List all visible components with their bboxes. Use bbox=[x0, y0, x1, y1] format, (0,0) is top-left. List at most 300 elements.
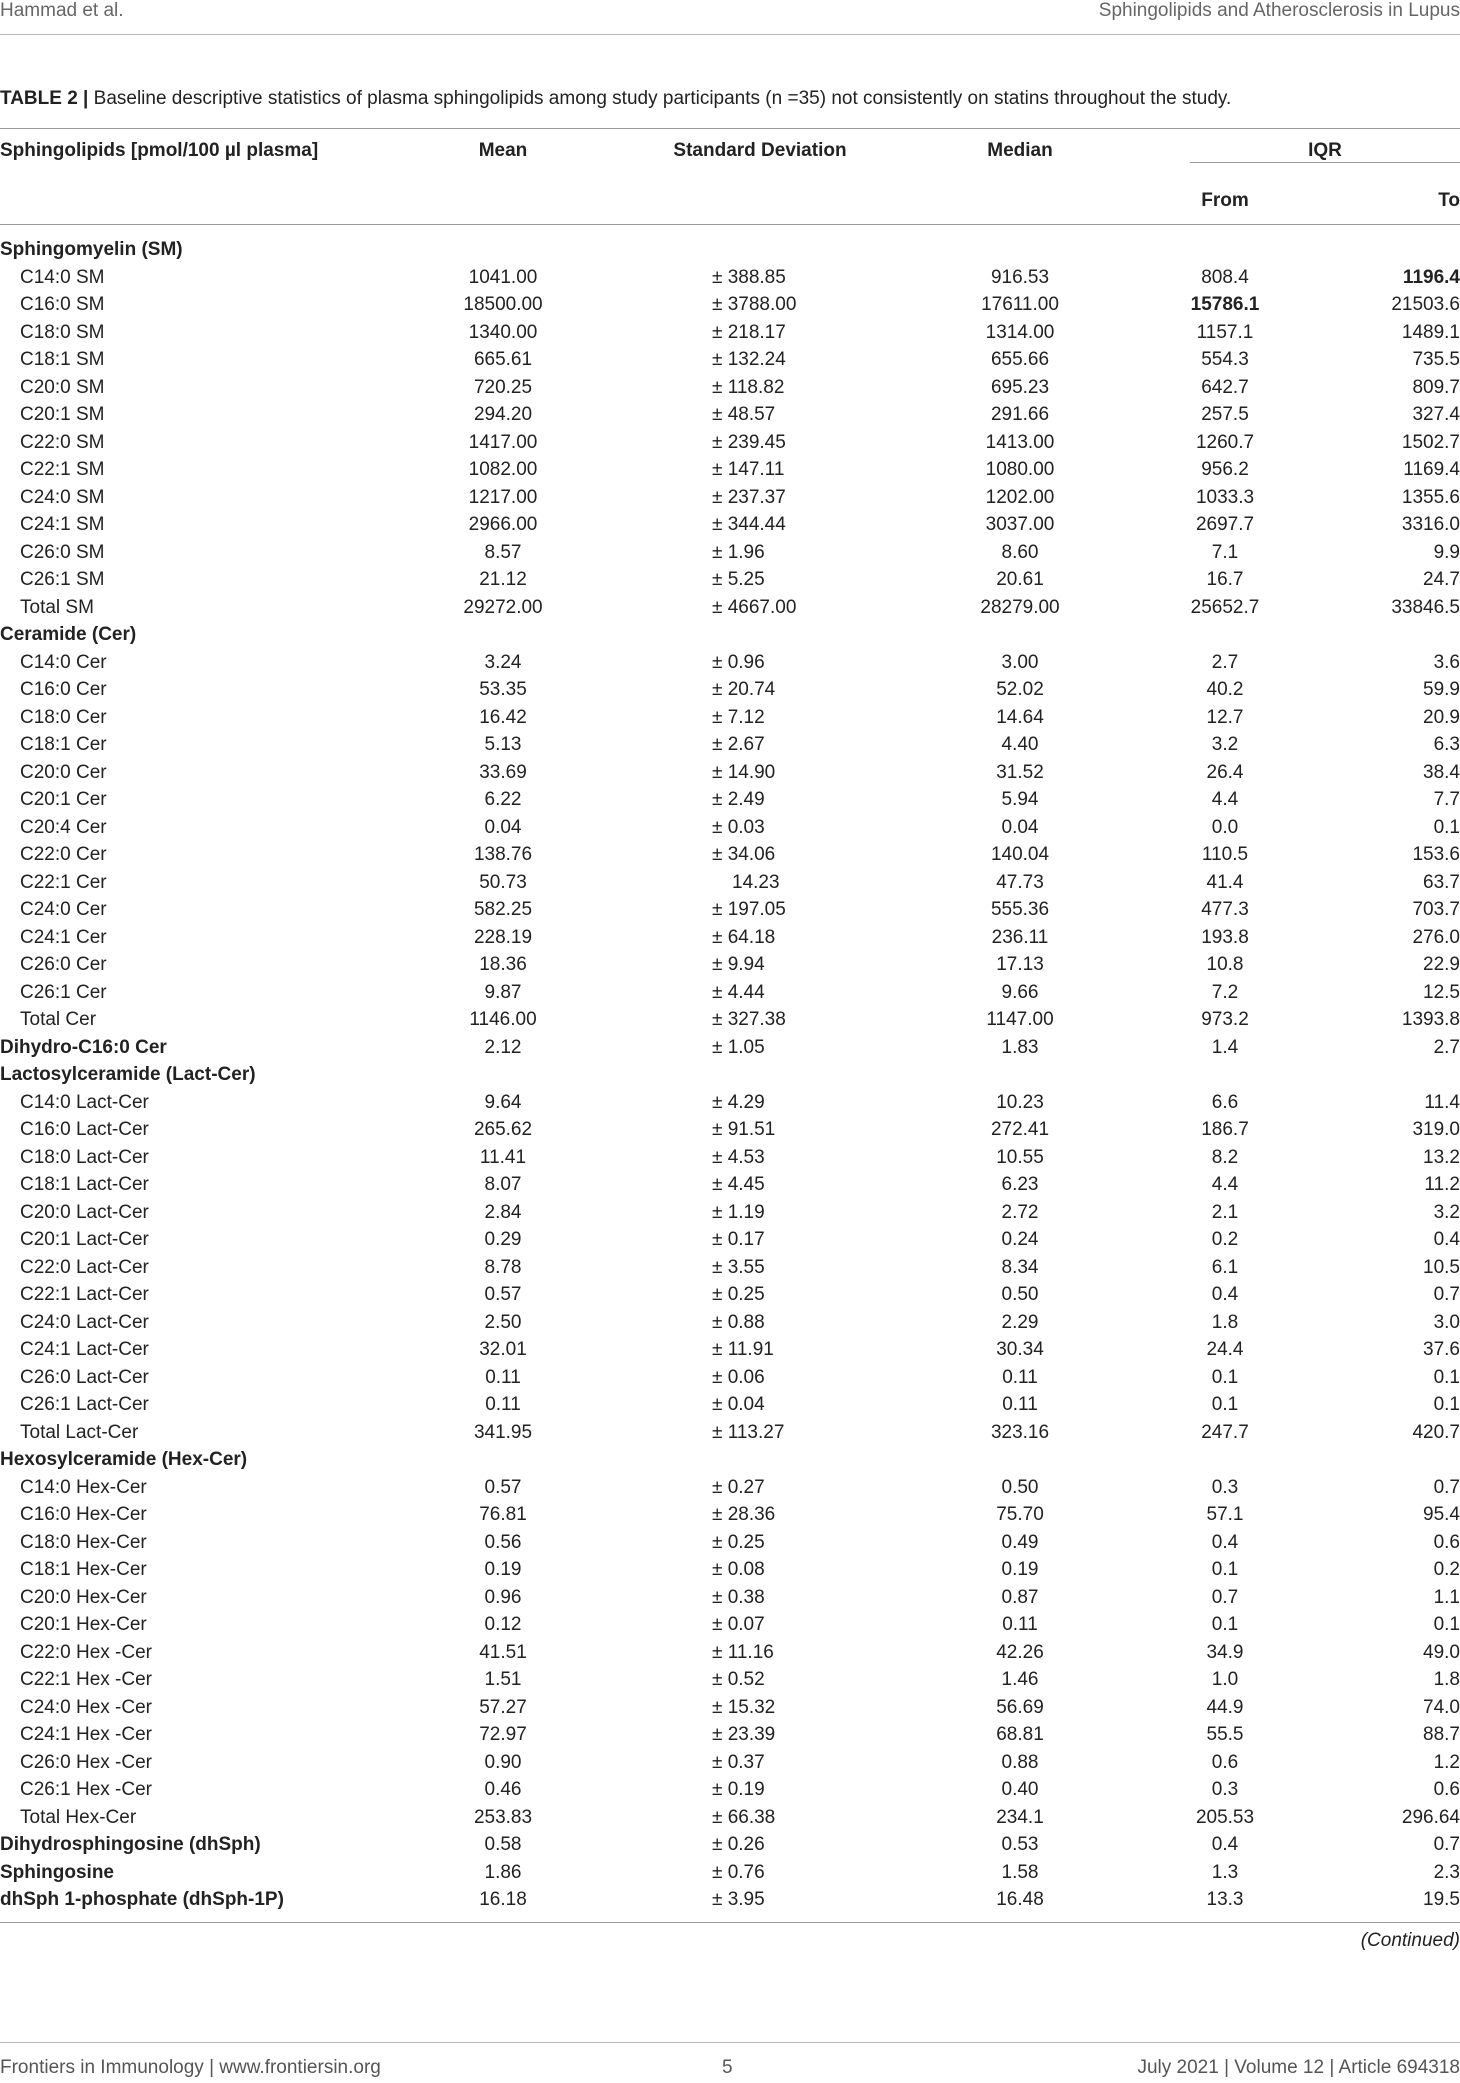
cell-name: C22:0 Cer bbox=[20, 844, 107, 865]
cell-iqr-to: 3.6 bbox=[1433, 651, 1460, 673]
cell-median: 272.41 bbox=[990, 1119, 1050, 1140]
cell-iqr-from: 477.3 bbox=[1201, 899, 1249, 920]
cell-mean: 8.07 bbox=[484, 1174, 522, 1195]
table-row bbox=[0, 264, 1460, 292]
cell-mean: 8.57 bbox=[484, 541, 522, 563]
cell-sd: ± 48.57 bbox=[712, 404, 776, 425]
cell-mean: 0.90 bbox=[484, 1751, 522, 1773]
cell-iqr-from: 4.4 bbox=[1211, 789, 1239, 810]
cell-iqr-to: 0.7 bbox=[1433, 1284, 1460, 1305]
cell-median: 1314.00 bbox=[985, 321, 1055, 343]
cell-iqr-from: 1.0 bbox=[1211, 1669, 1239, 1690]
cell-median: 1.83 bbox=[1001, 1036, 1039, 1058]
cell-iqr-from: 0.4 bbox=[1211, 1531, 1239, 1553]
cell-mean: 0.57 bbox=[484, 1476, 522, 1498]
cell-iqr-to: 3.2 bbox=[1433, 1201, 1460, 1223]
cell-iqr-from: 0.0 bbox=[1211, 816, 1239, 838]
cell-sd: ± 23.39 bbox=[712, 1724, 776, 1745]
col-header-to: To bbox=[1438, 190, 1460, 211]
cell-name: C18:1 Hex-Cer bbox=[20, 1559, 147, 1580]
cell-median: 1202.00 bbox=[985, 486, 1055, 508]
cell-name: C22:1 Lact-Cer bbox=[20, 1284, 149, 1305]
cell-sd: ± 118.82 bbox=[712, 376, 785, 398]
cell-name: C18:1 Cer bbox=[20, 734, 107, 755]
cell-sd: ± 14.90 bbox=[712, 761, 776, 783]
cell-iqr-to: 95.4 bbox=[1423, 1504, 1460, 1525]
table-group-header bbox=[0, 1446, 1460, 1474]
cell-iqr-to: 420.7 bbox=[1412, 1421, 1460, 1443]
cell-iqr-to: 10.5 bbox=[1423, 1256, 1460, 1278]
cell-mean: 0.96 bbox=[484, 1586, 522, 1608]
table-row bbox=[0, 1034, 1460, 1062]
cell-sd: ± 237.37 bbox=[712, 486, 786, 508]
cell-iqr-from: 25652.7 bbox=[1190, 596, 1260, 618]
cell-mean: 582.25 bbox=[473, 899, 533, 920]
cell-median: 655.66 bbox=[990, 349, 1050, 370]
cell-name: C14:0 SM bbox=[20, 266, 105, 288]
cell-iqr-to: 1.2 bbox=[1433, 1751, 1460, 1773]
cell-name: C14:0 Cer bbox=[20, 651, 107, 673]
cell-mean: 21.12 bbox=[479, 569, 527, 590]
cell-sd: ± 0.25 bbox=[712, 1284, 765, 1305]
cell-iqr-to: 1355.6 bbox=[1401, 486, 1460, 508]
page-footer bbox=[0, 2042, 1460, 2083]
table-row bbox=[0, 1006, 1460, 1034]
cell-iqr-from: 15786.1 bbox=[1190, 294, 1260, 315]
table-row bbox=[0, 1529, 1460, 1557]
cell-iqr-from: 0.3 bbox=[1211, 1779, 1239, 1800]
cell-sd: ± 0.27 bbox=[712, 1476, 765, 1498]
cell-iqr-to: 2.3 bbox=[1433, 1861, 1460, 1883]
footer-issue-info: July 2021 | Volume 12 | Article 694318 bbox=[1137, 2057, 1460, 2078]
cell-mean: 2.12 bbox=[484, 1036, 522, 1058]
cell-iqr-from: 26.4 bbox=[1206, 761, 1244, 783]
cell-iqr-to: 38.4 bbox=[1423, 761, 1460, 783]
table-row bbox=[0, 1721, 1460, 1749]
cell-sd: ± 0.76 bbox=[712, 1861, 765, 1883]
cell-median: 52.02 bbox=[996, 679, 1044, 700]
cell-mean: 16.42 bbox=[479, 706, 527, 728]
cell-iqr-from: 3.2 bbox=[1211, 734, 1239, 755]
cell-iqr-to: 0.6 bbox=[1433, 1779, 1460, 1800]
cell-mean: 0.11 bbox=[485, 1366, 521, 1388]
cell-median: 140.04 bbox=[990, 844, 1050, 865]
table-row bbox=[0, 731, 1460, 759]
cell-name: C20:1 Cer bbox=[20, 789, 107, 810]
table-row bbox=[0, 566, 1460, 594]
cell-iqr-from: 973.2 bbox=[1201, 1009, 1249, 1030]
table-row bbox=[0, 1831, 1460, 1859]
col-header-median: Median bbox=[987, 140, 1053, 161]
cell-iqr-from: 257.5 bbox=[1201, 404, 1249, 425]
table-row bbox=[0, 814, 1460, 842]
cell-median: 0.11 bbox=[1002, 1394, 1038, 1415]
cell-sd: ± 66.38 bbox=[712, 1806, 776, 1828]
cell-name: Total SM bbox=[20, 596, 94, 618]
table-row bbox=[0, 539, 1460, 567]
cell-median: 555.36 bbox=[990, 899, 1050, 920]
cell-name: C22:0 Hex -Cer bbox=[20, 1641, 152, 1663]
cell-sd: ± 5.25 bbox=[712, 569, 765, 590]
col-header-from: From bbox=[1201, 190, 1249, 211]
cell-mean: 18500.00 bbox=[463, 294, 543, 315]
cell-iqr-to: 327.4 bbox=[1412, 404, 1460, 425]
cell-iqr-to: 21503.6 bbox=[1391, 294, 1460, 315]
cell-name: dhSph 1-phosphate (dhSph-1P) bbox=[0, 1889, 284, 1910]
cell-iqr-from: 554.3 bbox=[1201, 349, 1249, 370]
cell-median: 56.69 bbox=[996, 1696, 1044, 1718]
table-row bbox=[0, 649, 1460, 677]
table-body bbox=[0, 236, 1460, 1914]
table-row bbox=[0, 484, 1460, 512]
cell-iqr-from: 0.1 bbox=[1211, 1559, 1239, 1580]
cell-sd: ± 4.53 bbox=[712, 1146, 765, 1168]
table-row bbox=[0, 1611, 1460, 1639]
table-row bbox=[0, 1116, 1460, 1144]
cell-sd: ± 64.18 bbox=[712, 926, 776, 948]
cell-sd: ± 239.45 bbox=[712, 431, 786, 453]
table-row bbox=[0, 1776, 1460, 1804]
running-header bbox=[0, 0, 1460, 35]
cell-name: C26:1 Cer bbox=[20, 981, 107, 1003]
table-row bbox=[0, 841, 1460, 869]
cell-sd: ± 132.24 bbox=[712, 349, 786, 370]
cell-iqr-to: 24.7 bbox=[1423, 569, 1460, 590]
cell-mean: 228.19 bbox=[473, 926, 533, 948]
cell-name: C26:0 SM bbox=[20, 541, 105, 563]
col-header-mean: Mean bbox=[478, 140, 528, 161]
cell-mean: 53.35 bbox=[479, 679, 527, 700]
cell-mean: 0.58 bbox=[484, 1834, 522, 1855]
table-row bbox=[0, 786, 1460, 814]
cell-iqr-to: 22.9 bbox=[1423, 954, 1460, 975]
cell-iqr-from: 8.2 bbox=[1211, 1146, 1239, 1168]
cell-iqr-to: 7.7 bbox=[1433, 789, 1460, 810]
table-row bbox=[0, 1859, 1460, 1887]
cell-name: C16:0 Lact-Cer bbox=[20, 1119, 149, 1140]
cell-iqr-from: 205.53 bbox=[1195, 1806, 1255, 1828]
table-row bbox=[0, 1226, 1460, 1254]
cell-name: C24:1 Cer bbox=[20, 926, 107, 948]
cell-iqr-to: 12.5 bbox=[1423, 981, 1460, 1003]
cell-sd: ± 0.03 bbox=[712, 816, 765, 838]
cell-mean: 33.69 bbox=[479, 761, 527, 783]
cell-iqr-from: 0.4 bbox=[1211, 1834, 1239, 1855]
table-row bbox=[0, 1639, 1460, 1667]
cell-sd: ± 0.17 bbox=[712, 1229, 765, 1250]
continued-note: (Continued) bbox=[1360, 1930, 1460, 1951]
cell-median: 695.23 bbox=[990, 376, 1050, 398]
cell-sd: ± 1.19 bbox=[712, 1201, 765, 1223]
cell-median: 291.66 bbox=[990, 404, 1050, 425]
cell-iqr-to: 0.7 bbox=[1433, 1834, 1460, 1855]
cell-iqr-to: 809.7 bbox=[1412, 376, 1460, 398]
table-row bbox=[0, 1336, 1460, 1364]
cell-mean: 41.51 bbox=[479, 1641, 527, 1663]
cell-iqr-from: 57.1 bbox=[1206, 1504, 1244, 1525]
cell-name: C18:0 SM bbox=[20, 321, 105, 343]
cell-sd: ± 218.17 bbox=[712, 321, 786, 343]
cell-median: 1.46 bbox=[1001, 1669, 1039, 1690]
cell-sd: ± 34.06 bbox=[712, 844, 776, 865]
cell-sd: 14.23 bbox=[732, 871, 780, 893]
table-row bbox=[0, 346, 1460, 374]
cell-median: 0.49 bbox=[1001, 1531, 1039, 1553]
cell-name: C14:0 Lact-Cer bbox=[20, 1091, 149, 1113]
cell-sd: ± 15.32 bbox=[712, 1696, 776, 1718]
table-label: TABLE 2 | bbox=[0, 88, 89, 109]
cell-mean: 72.97 bbox=[479, 1724, 527, 1745]
cell-median: 2.72 bbox=[1001, 1201, 1039, 1223]
cell-iqr-to: 1.1 bbox=[1433, 1586, 1460, 1608]
cell-name: C20:0 Cer bbox=[20, 761, 107, 783]
cell-sd: ± 0.38 bbox=[712, 1586, 765, 1608]
table-row bbox=[0, 1281, 1460, 1309]
cell-name: Dihydro-C16:0 Cer bbox=[0, 1036, 167, 1058]
cell-median: 0.40 bbox=[1001, 1779, 1039, 1800]
cell-iqr-to: 153.6 bbox=[1412, 844, 1460, 865]
cell-iqr-from: 1.4 bbox=[1211, 1036, 1239, 1058]
cell-median: 0.11 bbox=[1002, 1614, 1038, 1635]
cell-sd: ± 0.52 bbox=[712, 1669, 765, 1690]
cell-sd: ± 0.88 bbox=[712, 1311, 765, 1333]
table-row bbox=[0, 1199, 1460, 1227]
cell-sd: ± 388.85 bbox=[712, 266, 786, 288]
cell-iqr-to: 3.0 bbox=[1433, 1311, 1460, 1333]
cell-sd: ± 11.91 bbox=[712, 1339, 774, 1360]
cell-iqr-from: 956.2 bbox=[1201, 459, 1249, 480]
cell-sd: ± 3.55 bbox=[712, 1256, 765, 1278]
author-running-head: Hammad et al. bbox=[0, 0, 124, 21]
cell-name: C26:1 Hex -Cer bbox=[20, 1779, 152, 1800]
cell-mean: 0.56 bbox=[484, 1531, 522, 1553]
cell-median: 9.66 bbox=[1001, 981, 1039, 1003]
cell-median: 2.29 bbox=[1001, 1311, 1039, 1333]
table-row bbox=[0, 291, 1460, 319]
cell-sd: ± 4.44 bbox=[712, 981, 765, 1003]
cell-median: 42.26 bbox=[996, 1641, 1044, 1663]
cell-iqr-from: 186.7 bbox=[1201, 1119, 1249, 1140]
table-row bbox=[0, 319, 1460, 347]
cell-name: C26:0 Lact-Cer bbox=[20, 1366, 149, 1388]
cell-mean: 6.22 bbox=[484, 789, 522, 810]
table-row bbox=[0, 1749, 1460, 1777]
table-row bbox=[0, 374, 1460, 402]
table-group-header bbox=[0, 621, 1460, 649]
cell-iqr-to: 2.7 bbox=[1433, 1036, 1460, 1058]
cell-iqr-to: 1393.8 bbox=[1401, 1009, 1460, 1030]
cell-median: 0.88 bbox=[1001, 1751, 1039, 1773]
cell-iqr-to: 319.0 bbox=[1412, 1119, 1460, 1140]
cell-name: C20:4 Cer bbox=[20, 816, 107, 838]
table-row bbox=[0, 1474, 1460, 1502]
table-row bbox=[0, 1556, 1460, 1584]
cell-iqr-from: 193.8 bbox=[1201, 926, 1249, 948]
cell-sd: ± 0.37 bbox=[712, 1751, 765, 1773]
cell-median: 0.11 bbox=[1002, 1366, 1038, 1388]
cell-iqr-to: 11.4 bbox=[1424, 1091, 1460, 1113]
cell-name: Total Hex-Cer bbox=[20, 1806, 137, 1828]
table-row bbox=[0, 1419, 1460, 1447]
cell-mean: 57.27 bbox=[479, 1696, 527, 1718]
cell-iqr-to: 3316.0 bbox=[1401, 514, 1460, 535]
cell-name: C18:0 Cer bbox=[20, 706, 107, 728]
cell-name: C24:0 SM bbox=[20, 486, 105, 508]
cell-mean: 0.29 bbox=[484, 1229, 522, 1250]
cell-median: 10.55 bbox=[996, 1146, 1044, 1168]
cell-iqr-to: 1489.1 bbox=[1401, 321, 1460, 343]
cell-sd: ± 1.05 bbox=[712, 1036, 765, 1058]
cell-name: C20:1 Lact-Cer bbox=[20, 1229, 149, 1250]
footer-article: Article 694318 bbox=[1338, 2057, 1460, 2078]
cell-sd: ± 327.38 bbox=[712, 1009, 786, 1030]
cell-name: Sphingomyelin (SM) bbox=[0, 239, 183, 260]
cell-iqr-from: 1157.1 bbox=[1196, 321, 1254, 343]
cell-sd: ± 7.12 bbox=[712, 706, 765, 728]
cell-iqr-to: 20.9 bbox=[1423, 706, 1460, 728]
cell-name: Sphingosine bbox=[0, 1861, 114, 1883]
cell-name: C22:1 Hex -Cer bbox=[20, 1669, 152, 1690]
cell-median: 75.70 bbox=[996, 1504, 1044, 1525]
cell-mean: 1.51 bbox=[484, 1669, 522, 1690]
cell-name: C22:0 SM bbox=[20, 431, 105, 453]
table-row bbox=[0, 704, 1460, 732]
cell-sd: ± 11.16 bbox=[712, 1641, 774, 1663]
cell-iqr-to: 63.7 bbox=[1423, 871, 1460, 893]
cell-median: 0.50 bbox=[1001, 1476, 1039, 1498]
table-group-header bbox=[0, 1061, 1460, 1089]
cell-mean: 18.36 bbox=[479, 954, 527, 975]
cell-median: 3.00 bbox=[1001, 651, 1039, 673]
cell-iqr-to: 1.8 bbox=[1433, 1669, 1460, 1690]
cell-name: C24:1 SM bbox=[20, 514, 105, 535]
cell-mean: 1217.00 bbox=[468, 486, 538, 508]
cell-iqr-to: 1196.4 bbox=[1402, 266, 1460, 288]
cell-mean: 0.12 bbox=[484, 1614, 522, 1635]
table-row bbox=[0, 456, 1460, 484]
table-row bbox=[0, 1144, 1460, 1172]
cell-sd: ± 2.49 bbox=[712, 789, 765, 810]
cell-median: 47.73 bbox=[996, 871, 1044, 893]
cell-iqr-from: 0.7 bbox=[1211, 1586, 1239, 1608]
cell-iqr-from: 0.6 bbox=[1211, 1751, 1239, 1773]
cell-name: C18:0 Hex-Cer bbox=[20, 1531, 147, 1553]
table-row bbox=[0, 594, 1460, 622]
table-row bbox=[0, 1309, 1460, 1337]
cell-sd: ± 91.51 bbox=[712, 1119, 776, 1140]
cell-iqr-to: 37.6 bbox=[1423, 1339, 1460, 1360]
cell-name: C18:1 Lact-Cer bbox=[20, 1174, 149, 1195]
cell-iqr-to: 49.0 bbox=[1423, 1641, 1460, 1663]
cell-sd: ± 4.29 bbox=[712, 1091, 765, 1113]
footer-date: July 2021 bbox=[1137, 2057, 1219, 2078]
cell-mean: 9.64 bbox=[484, 1091, 522, 1113]
cell-mean: 50.73 bbox=[479, 871, 527, 893]
cell-iqr-to: 735.5 bbox=[1412, 349, 1460, 370]
table-row bbox=[0, 1886, 1460, 1914]
cell-name: C18:1 SM bbox=[20, 349, 105, 370]
cell-iqr-from: 642.7 bbox=[1201, 376, 1249, 398]
cell-name: C24:1 Lact-Cer bbox=[20, 1339, 149, 1360]
cell-iqr-to: 1169.4 bbox=[1403, 459, 1460, 480]
cell-median: 10.23 bbox=[996, 1091, 1044, 1113]
cell-iqr-from: 6.6 bbox=[1211, 1091, 1239, 1113]
cell-name: Ceramide (Cer) bbox=[0, 624, 137, 645]
cell-name: C16:0 Cer bbox=[20, 679, 107, 700]
cell-sd: ± 3.95 bbox=[712, 1889, 765, 1910]
table-row bbox=[0, 869, 1460, 897]
cell-iqr-from: 0.4 bbox=[1211, 1284, 1239, 1305]
cell-name: C24:1 Hex -Cer bbox=[20, 1724, 152, 1745]
cell-iqr-from: 7.2 bbox=[1211, 981, 1239, 1003]
footer-url[interactable]: www.frontiersin.org bbox=[219, 2057, 381, 2078]
table-caption-text: Baseline descriptive statistics of plasma sphingolipids among study participants (n =35) not consistently on statins throughout the study. bbox=[93, 88, 1232, 109]
cell-iqr-to: 9.9 bbox=[1433, 541, 1460, 563]
cell-iqr-from: 2.1 bbox=[1211, 1201, 1239, 1223]
cell-name: C22:1 Cer bbox=[20, 871, 107, 893]
cell-name: C16:0 Hex-Cer bbox=[20, 1504, 147, 1525]
cell-median: 31.52 bbox=[996, 761, 1044, 783]
cell-iqr-from: 4.4 bbox=[1211, 1174, 1239, 1195]
cell-iqr-from: 16.7 bbox=[1206, 569, 1244, 590]
table-row bbox=[0, 1584, 1460, 1612]
cell-sd: ± 4.45 bbox=[712, 1174, 765, 1195]
cell-mean: 1041.00 bbox=[468, 266, 538, 288]
cell-median: 0.53 bbox=[1001, 1834, 1039, 1855]
cell-iqr-from: 0.1 bbox=[1211, 1366, 1239, 1388]
cell-median: 17.13 bbox=[996, 954, 1044, 975]
cell-name: Lactosylceramide (Lact-Cer) bbox=[0, 1064, 256, 1085]
cell-sd: ± 4667.00 bbox=[712, 596, 797, 618]
cell-name: Total Cer bbox=[20, 1009, 97, 1030]
cell-sd: ± 0.26 bbox=[712, 1834, 765, 1855]
table-row bbox=[0, 896, 1460, 924]
col-header-name: Sphingolipids [pmol/100 µl plasma] bbox=[0, 140, 319, 161]
cell-median: 68.81 bbox=[996, 1724, 1044, 1745]
cell-iqr-from: 1260.7 bbox=[1195, 431, 1255, 453]
cell-sd: ± 197.05 bbox=[712, 899, 786, 920]
cell-name: C20:0 Lact-Cer bbox=[20, 1201, 149, 1223]
cell-iqr-to: 0.1 bbox=[1433, 1366, 1460, 1388]
cell-iqr-from: 247.7 bbox=[1201, 1421, 1249, 1443]
table-row bbox=[0, 1364, 1460, 1392]
cell-median: 16.48 bbox=[996, 1889, 1044, 1910]
cell-sd: ± 0.08 bbox=[712, 1559, 765, 1580]
table-header-rule bbox=[0, 224, 1460, 225]
cell-name: C24:0 Hex -Cer bbox=[20, 1696, 152, 1718]
footer-journal: Frontiers in Immunology bbox=[0, 2057, 204, 2078]
cell-mean: 2.84 bbox=[484, 1201, 522, 1223]
table-row bbox=[0, 979, 1460, 1007]
cell-iqr-from: 10.8 bbox=[1206, 954, 1244, 975]
footer-journal-line: Frontiers in Immunology | www.frontiersin.org bbox=[0, 2057, 381, 2078]
table-row bbox=[0, 1501, 1460, 1529]
cell-name: C24:0 Lact-Cer bbox=[20, 1311, 149, 1333]
cell-iqr-to: 276.0 bbox=[1412, 926, 1460, 948]
cell-iqr-from: 34.9 bbox=[1206, 1641, 1244, 1663]
cell-median: 916.53 bbox=[990, 266, 1050, 288]
cell-iqr-from: 2697.7 bbox=[1195, 514, 1255, 535]
cell-median: 0.19 bbox=[1001, 1559, 1039, 1580]
cell-iqr-from: 13.3 bbox=[1206, 1889, 1244, 1910]
cell-median: 8.60 bbox=[1001, 541, 1039, 563]
cell-iqr-to: 1502.7 bbox=[1401, 431, 1460, 453]
cell-median: 236.11 bbox=[991, 926, 1049, 948]
cell-median: 323.16 bbox=[990, 1421, 1050, 1443]
cell-iqr-to: 19.5 bbox=[1423, 1889, 1460, 1910]
cell-median: 0.04 bbox=[1001, 816, 1039, 838]
iqr-header-rule bbox=[1190, 162, 1460, 163]
